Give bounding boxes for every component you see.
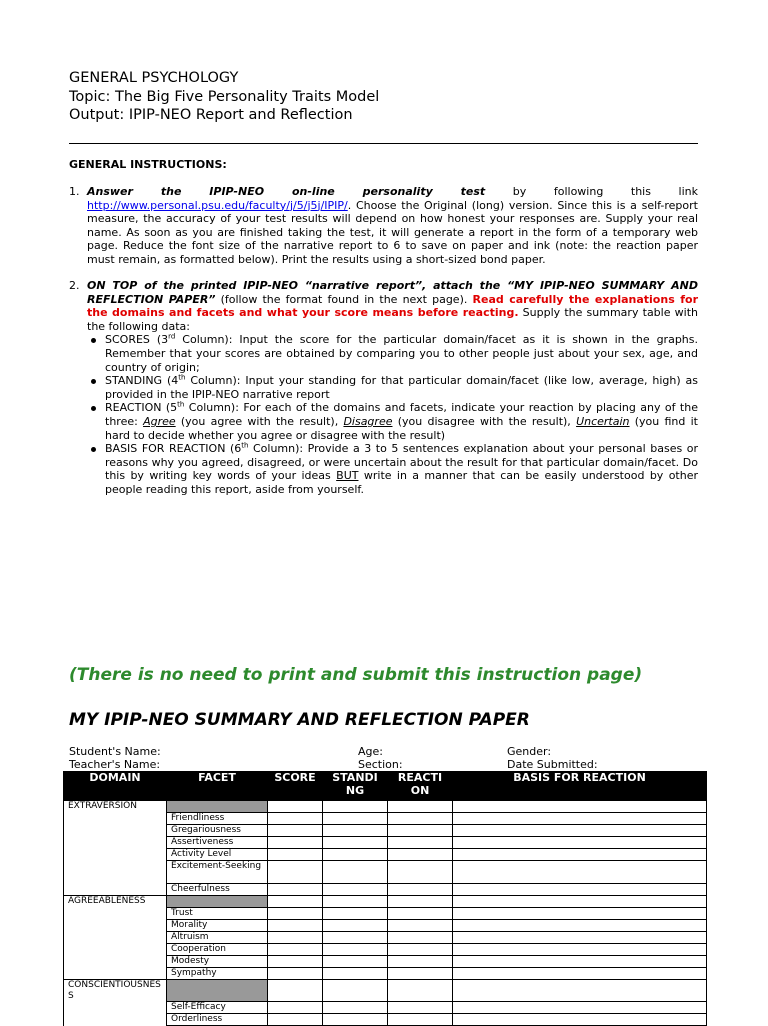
- facet-cell: Sympathy: [167, 968, 268, 980]
- item1-lead: Answer the IPIP-NEO on-line personality test: [87, 185, 486, 198]
- table-row: [64, 1002, 707, 1014]
- standing-cell[interactable]: [323, 980, 388, 1002]
- item2-mid: (follow the format found in the next page).: [215, 292, 473, 306]
- score-cell[interactable]: [268, 932, 323, 944]
- score-cell[interactable]: [268, 837, 323, 849]
- reaction-cell[interactable]: [388, 837, 453, 849]
- score-cell[interactable]: [268, 956, 323, 968]
- table-row: [64, 825, 707, 837]
- but-term: BUT: [336, 469, 359, 483]
- table-row: [64, 920, 707, 932]
- col-reaction: REACTI ON: [388, 772, 453, 801]
- facet-cell: Assertiveness: [167, 837, 268, 849]
- standing-cell[interactable]: [323, 896, 388, 908]
- score-cell[interactable]: [268, 908, 323, 920]
- facet-cell: Excitement-Seeking: [167, 861, 268, 884]
- item-body: [87, 279, 698, 333]
- basis-cell[interactable]: [453, 884, 707, 896]
- basis-cell[interactable]: [453, 920, 707, 932]
- standing-cell[interactable]: [323, 956, 388, 968]
- facet-cell: Trust: [167, 908, 268, 920]
- domain-cell: [64, 932, 167, 944]
- facet-cell: Self-Efficacy: [167, 1002, 268, 1014]
- disagree-term: Disagree: [343, 414, 393, 428]
- col-score: SCORE: [268, 772, 323, 801]
- score-cell[interactable]: [268, 1002, 323, 1014]
- uncertain-term: Uncertain: [576, 414, 630, 428]
- table-row: [64, 968, 707, 980]
- item2-red-emphasis: Read carefully the explanations for the domains and facets and what your score means before reacting.: [87, 292, 698, 320]
- date-submitted-label: Date Submitted:: [507, 758, 598, 771]
- reaction-cell[interactable]: [388, 968, 453, 980]
- reaction-cell[interactable]: [388, 813, 453, 825]
- domain-cell: AGREEABLENESS: [64, 896, 167, 908]
- standing-cell[interactable]: [323, 849, 388, 861]
- table-row: [64, 980, 707, 1002]
- bullet-text: REACTION (5: [105, 401, 178, 415]
- reaction-cell[interactable]: [388, 980, 453, 1002]
- facet-cell: Cooperation: [167, 944, 268, 956]
- standing-cell[interactable]: [323, 944, 388, 956]
- reaction-cell[interactable]: [388, 920, 453, 932]
- basis-cell[interactable]: [453, 908, 707, 920]
- print-note: (There is no need to print and submit this instruction page): [69, 665, 643, 685]
- score-cell[interactable]: [268, 825, 323, 837]
- facet-cell: [167, 801, 268, 813]
- facet-cell: Gregariousness: [167, 825, 268, 837]
- table-row: [64, 813, 707, 825]
- col-facet: FACET: [167, 772, 268, 801]
- standing-cell[interactable]: [323, 861, 388, 884]
- basis-cell[interactable]: [453, 932, 707, 944]
- ordinal-sup: rd: [168, 332, 176, 341]
- item1-by: by following this link: [485, 185, 698, 198]
- domain-cell: [64, 968, 167, 980]
- facet-cell: Modesty: [167, 956, 268, 968]
- standing-cell[interactable]: [323, 825, 388, 837]
- bullet-basis: [105, 442, 698, 496]
- bullet-text: (you disagree with the result),: [392, 414, 577, 428]
- bullet-text: BASIS FOR REACTION (6: [105, 442, 242, 456]
- facet-cell: Cheerfulness: [167, 884, 268, 896]
- gender-label: Gender:: [507, 745, 552, 758]
- item-number: 1.: [69, 185, 80, 198]
- score-cell[interactable]: [268, 980, 323, 1002]
- score-cell[interactable]: [268, 884, 323, 896]
- facet-cell: Altruism: [167, 932, 268, 944]
- reaction-cell[interactable]: [388, 884, 453, 896]
- course-title: GENERAL PSYCHOLOGY: [69, 70, 239, 86]
- bullet-text: SCORES (3: [105, 333, 169, 347]
- basis-cell[interactable]: [453, 968, 707, 980]
- instructions-heading: GENERAL INSTRUCTIONS:: [69, 158, 227, 171]
- reaction-cell[interactable]: [388, 801, 453, 813]
- reaction-cell[interactable]: [388, 825, 453, 837]
- table-row: [64, 896, 707, 908]
- score-cell[interactable]: [268, 896, 323, 908]
- score-cell[interactable]: [268, 801, 323, 813]
- standing-cell[interactable]: [323, 932, 388, 944]
- ordinal-sup: th: [241, 441, 249, 450]
- basis-cell[interactable]: [453, 944, 707, 956]
- table-row: [64, 837, 707, 849]
- header-divider: [69, 143, 698, 144]
- reaction-cell[interactable]: [388, 896, 453, 908]
- score-cell[interactable]: [268, 920, 323, 932]
- bullet-text: (you find it hard to decide whether you agree or disagree with the result): [105, 414, 698, 442]
- standing-cell[interactable]: [323, 801, 388, 813]
- table-row: [64, 908, 707, 920]
- domain-cell: [64, 1002, 167, 1014]
- reflection-table: [63, 771, 707, 1026]
- teacher-name-label: Teacher's Name:: [69, 758, 161, 771]
- basis-cell[interactable]: [453, 813, 707, 825]
- score-cell[interactable]: [268, 968, 323, 980]
- bullet-text: Column): Input your standing for that particular domain/facet (like low, average, high) as provided in the IPIP-NEO narrative report: [105, 374, 698, 401]
- basis-cell[interactable]: [453, 956, 707, 968]
- col-basis: BASIS FOR REACTION: [453, 772, 707, 801]
- domain-cell: [64, 837, 167, 849]
- basis-cell[interactable]: [453, 801, 707, 813]
- facet-cell: [167, 896, 268, 908]
- standing-cell[interactable]: [323, 920, 388, 932]
- ordinal-sup: th: [177, 400, 185, 409]
- bullet-text: Column): Provide a 3 to 5 sentences explanation about your personal bases or reasons why you agreed, disagreed, or were uncertain about the result for that particular domain/facet. Do this by writing key words of your ideas: [105, 442, 698, 483]
- item2-lead: ON TOP of the printed IPIP-NEO “narrative report”, attach the “MY IPIP-NEO SUMMARY AND REFLECTION PAPER”: [87, 279, 698, 306]
- bullet-text: Column): For each of the domains and facets, indicate your reaction by placing any of the three:: [105, 401, 698, 428]
- reaction-cell[interactable]: [388, 861, 453, 884]
- section-label: Section:: [358, 758, 403, 771]
- table-row: [64, 944, 707, 956]
- score-cell[interactable]: [268, 849, 323, 861]
- table-row: [64, 861, 707, 884]
- domain-cell: [64, 908, 167, 920]
- ipip-link[interactable]: http://www.personal.psu.edu/faculty/j/5/j5j/IPIP/: [87, 198, 348, 212]
- table-body: [64, 801, 707, 1026]
- instruction-item-1: [69, 185, 698, 267]
- facet-cell: Morality: [167, 920, 268, 932]
- paper-title: MY IPIP-NEO SUMMARY AND REFLECTION PAPER: [69, 710, 530, 730]
- table-row: [64, 932, 707, 944]
- basis-cell[interactable]: [453, 980, 707, 1002]
- domain-cell: [64, 956, 167, 968]
- domain-cell: EXTRAVERSION: [64, 801, 167, 813]
- bullet-text: STANDING (4: [105, 374, 179, 388]
- standing-cell[interactable]: [323, 837, 388, 849]
- bullet-text: Column): Input the score for the particular domain/facet as it is shown in the graphs. Remember that your scores are obtained by comparing you to other people just about your sex, age, and country of origin;: [105, 333, 698, 374]
- column-bullets: [69, 333, 698, 496]
- facet-cell: [167, 980, 268, 1002]
- bullet-scores: [105, 333, 698, 374]
- basis-cell[interactable]: [453, 837, 707, 849]
- table-row: [64, 849, 707, 861]
- domain-cell: [64, 920, 167, 932]
- item1-rest: . Choose the Original (long) version. Since this is a self-report measure, the accuracy of your test results will depend on how honest your responses are. Supply your real name. As soon as you are finished taking the test, it will generate a report in the form of a temporary web page. Reduce the font size of the narrative report to 6 to save on paper and ink (note: the reaction paper must remain, as formatted below). Print the results using a short-sized bond paper.: [87, 198, 698, 266]
- bullet-text: (you agree with the result),: [175, 414, 344, 428]
- standing-cell[interactable]: [323, 884, 388, 896]
- basis-cell[interactable]: [453, 849, 707, 861]
- domain-cell: [64, 849, 167, 861]
- output-line: Output: IPIP-NEO Report and Reflection: [69, 107, 353, 123]
- age-label: Age:: [358, 745, 383, 758]
- bullet-text: write in a manner that can be easily understood by other people reading this report, aside from yourself.: [105, 469, 698, 496]
- basis-cell[interactable]: [453, 825, 707, 837]
- reaction-cell[interactable]: [388, 1002, 453, 1014]
- domain-cell: [64, 884, 167, 896]
- reaction-cell[interactable]: [388, 956, 453, 968]
- domain-cell: [64, 825, 167, 837]
- score-cell[interactable]: [268, 861, 323, 884]
- domain-cell: CONSCIENTIOUSNESS: [64, 980, 167, 1002]
- reaction-cell[interactable]: [388, 849, 453, 861]
- agree-term: Agree: [143, 414, 176, 428]
- reaction-cell[interactable]: [388, 932, 453, 944]
- item-body: [87, 185, 698, 267]
- score-cell[interactable]: [268, 944, 323, 956]
- instruction-item-2: [69, 279, 698, 497]
- item-number: 2.: [69, 279, 80, 292]
- student-name-label: Student's Name:: [69, 745, 161, 758]
- bullet-standing: [105, 374, 698, 401]
- table-header-row: [64, 772, 707, 801]
- score-cell[interactable]: [268, 813, 323, 825]
- basis-cell[interactable]: [453, 896, 707, 908]
- reaction-cell[interactable]: [388, 944, 453, 956]
- bullet-reaction: [105, 401, 698, 442]
- reaction-cell[interactable]: [388, 908, 453, 920]
- facet-cell: Orderliness: [167, 1014, 268, 1026]
- table-row: [64, 801, 707, 813]
- standing-cell[interactable]: [323, 813, 388, 825]
- table-row: [64, 956, 707, 968]
- standing-cell[interactable]: [323, 968, 388, 980]
- standing-cell[interactable]: [323, 1002, 388, 1014]
- facet-cell: Activity Level: [167, 849, 268, 861]
- standing-cell[interactable]: [323, 908, 388, 920]
- basis-cell[interactable]: [453, 861, 707, 884]
- col-domain: DOMAIN: [64, 772, 167, 801]
- domain-cell: [64, 944, 167, 956]
- ordinal-sup: th: [178, 373, 186, 382]
- domain-cell: [64, 813, 167, 825]
- facet-cell: Friendliness: [167, 813, 268, 825]
- col-standing: STANDI NG: [323, 772, 388, 801]
- topic-line: Topic: The Big Five Personality Traits Model: [69, 89, 380, 105]
- table-row: [64, 884, 707, 896]
- item2-tail: Supply the summary table with the following data:: [87, 306, 698, 333]
- domain-cell: [64, 861, 167, 884]
- basis-cell[interactable]: [453, 1002, 707, 1014]
